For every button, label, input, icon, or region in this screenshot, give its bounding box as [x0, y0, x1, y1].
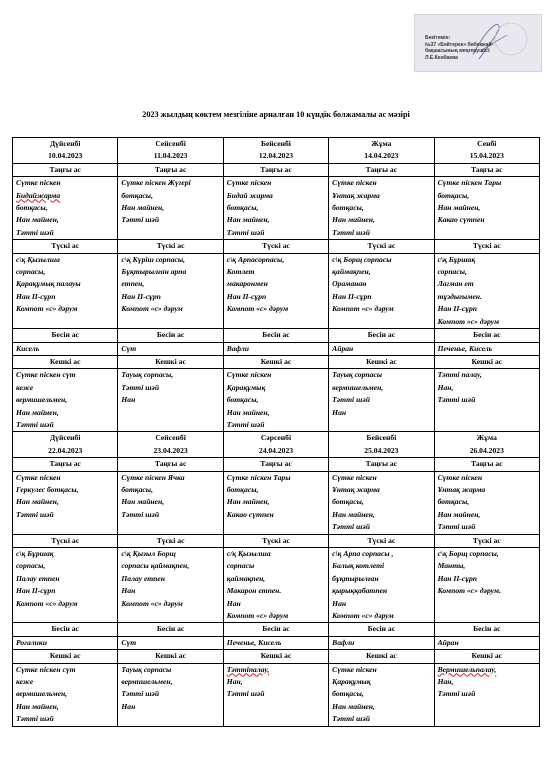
menu-item: Нан майнен,: [121, 203, 165, 213]
menu-item: Нан майнен,: [121, 497, 165, 507]
menu-item: Ораманан: [332, 279, 367, 289]
day-date: 15.04.2023: [469, 151, 504, 161]
page-title: 2023 жылдың көктем мезгіліне арналған 10 күндік болжамалы ас мәзірі: [142, 110, 410, 119]
menu-item: ботқасы,: [121, 190, 153, 200]
menu-item: ботқасы,: [16, 203, 48, 213]
meal-label: Бесін ас: [329, 623, 434, 636]
menu-item: ботқасы,: [437, 190, 470, 200]
day-name: Сенбі: [477, 139, 497, 148]
lunch-cell: [434, 253, 539, 328]
breakfast-content-row: [13, 471, 540, 534]
meal-label: Таңғы ас: [223, 163, 328, 176]
dinner-cell: [223, 369, 328, 432]
menu-item: с\қ Арпа сорпасы ,: [332, 549, 394, 558]
menu-item: Тәтті шәй: [437, 395, 476, 405]
menu-item: Тәтті шәй: [437, 689, 476, 699]
day-header: [329, 138, 434, 164]
menu-item: Сүтке піскен: [332, 178, 377, 188]
menu-item: Сүтке піскен Тары: [437, 178, 502, 188]
menu-item: Макарон етпен.: [226, 586, 282, 596]
menu-item: Тәтті шәй: [16, 419, 54, 429]
meal-label: Түскі ас: [118, 240, 223, 253]
menu-item: Нан,: [437, 382, 454, 392]
menu-item: Нан ІІ-сұрп: [437, 573, 478, 583]
dinner-cell: [434, 369, 539, 432]
meal-label: Кешкі ас: [13, 650, 118, 663]
menu-item: Тауық сорпасы: [332, 370, 383, 380]
menu-item: Тәтті шәй: [16, 509, 54, 519]
meal-label: Кешкі ас: [223, 650, 328, 663]
menu-item: Тауық сорпасы: [121, 664, 172, 674]
menu-item: Лагман ет: [437, 279, 474, 289]
lunch-cell: [13, 253, 118, 328]
day-header: [434, 432, 539, 458]
day-name: Дүйсенбі: [49, 433, 81, 443]
menu-item: Тәтті шәй: [121, 689, 160, 699]
menu-item: Компот «с» дәрум: [226, 611, 289, 621]
menu-item: Нан майнен,: [16, 215, 59, 225]
menu-item: Какао сүтпен: [437, 215, 485, 225]
menu-item: Тәтті шәй: [226, 227, 265, 237]
menu-item: Тәтті шәй: [16, 227, 54, 237]
meal-label: Түскі ас: [329, 240, 434, 253]
menu-item: Тәтті шәй: [121, 215, 160, 225]
dinner-label-row: [13, 650, 540, 663]
menu-item: Бидай жарма: [226, 190, 273, 200]
meal-label: Түскі ас: [13, 240, 118, 253]
lunch-content-row: [13, 548, 540, 623]
breakfast-cell: [223, 471, 328, 534]
snack-content-row: [13, 342, 540, 355]
menu-item: ботқасы,: [437, 497, 470, 507]
breakfast-cell: [223, 177, 328, 240]
menu-item: Нан майнен,: [332, 509, 375, 519]
menu-item: кеже: [16, 382, 34, 392]
meal-label: Бесін ас: [434, 329, 539, 342]
meal-label: Түскі ас: [223, 534, 328, 547]
meal-label: Бесін ас: [223, 329, 328, 342]
dinner-cell: [118, 369, 223, 432]
menu-item: кеже: [16, 677, 34, 687]
menu-item: Нан ІІ-сұрп: [16, 586, 56, 596]
menu-item: Компот «с» дәрум: [437, 316, 500, 326]
lunch-label-row: [13, 240, 540, 253]
dinner-cell: [223, 663, 328, 726]
menu-item: Манты,: [437, 561, 466, 571]
menu-item: Тәттіпалау,: [226, 664, 270, 674]
meal-label: Таңғы ас: [13, 458, 118, 471]
menu-item: ботқасы,: [226, 395, 259, 405]
snack-cell: Печенье, Кисель: [223, 636, 328, 649]
menu-item: вермишельмен,: [16, 689, 68, 699]
dinner-cell: [434, 663, 539, 726]
menu-item: Нан: [332, 407, 347, 417]
menu-item: Тәтті шәй: [332, 714, 370, 724]
meal-label: Таңғы ас: [118, 163, 223, 176]
menu-item: сорпасы қаймақпен,: [121, 561, 190, 571]
menu-item: Нан майнен,: [437, 203, 481, 213]
menu-item: вермишельмен,: [16, 395, 68, 405]
menu-item: Нан майнен,: [16, 701, 59, 711]
menu-item: Сүтке піскен сүт: [16, 370, 76, 380]
lunch-cell: [223, 548, 328, 623]
menu-item: Тәтті шәй: [332, 227, 370, 237]
snack-cell: Печенье, Кисель: [434, 342, 539, 355]
snack-cell: Вафли: [223, 342, 328, 355]
menu-item: Сүтке піскен Жүгері: [121, 178, 191, 188]
menu-item: қырыққабатпен: [332, 586, 388, 596]
dinner-cell: [329, 663, 434, 726]
breakfast-cell: [13, 471, 118, 534]
menu-item: Компот «с» дәрум: [16, 304, 78, 314]
menu-item: Нан майнен,: [226, 215, 270, 225]
day-header: [13, 138, 118, 164]
menu-item: с\қ Қызыл Борщ: [121, 549, 176, 558]
menu-item: Нан ІІ-сұрп: [437, 304, 478, 314]
menu-item: Нан: [226, 598, 241, 608]
menu-item: Палау етпен: [16, 573, 60, 583]
menu-item: Палау етпен: [121, 573, 165, 583]
day-date: 24.04.2023: [258, 445, 294, 455]
snack-cell: Сүт: [118, 342, 223, 355]
day-date: 14.04.2023: [364, 151, 399, 161]
menu-item: Қарақұмық палауы: [16, 279, 81, 289]
meal-label: Таңғы ас: [434, 458, 539, 471]
menu-item: Нан ІІ-сұрп: [332, 291, 372, 301]
day-name: Сейсенбі: [155, 139, 186, 148]
meal-label: Бесін ас: [118, 329, 223, 342]
menu-item: вермишельмен,: [121, 677, 173, 687]
menu-item: Тәтті шәй: [226, 419, 265, 429]
menu-item: Нан ІІ-сұрп: [121, 291, 161, 301]
menu-item: Ұнтақ жарма: [332, 484, 380, 494]
meal-label: Таңғы ас: [329, 458, 434, 471]
menu-item: Компот «с» дәрум: [332, 304, 394, 314]
stamp-line-2: бақшасының меңгерушісі:: [425, 48, 491, 54]
dinner-cell: [118, 663, 223, 726]
snack-cell: Вафли: [329, 636, 434, 649]
menu-table: [12, 137, 540, 727]
meal-label: Кешкі ас: [118, 355, 223, 368]
meal-label: Кешкі ас: [223, 355, 328, 368]
snack-cell: Кисель: [13, 342, 118, 355]
day-date: 23.04.2023: [153, 445, 188, 455]
breakfast-label-row: [13, 163, 540, 176]
menu-item: Тәтті шәй: [16, 714, 54, 724]
menu-item: с\қ Бұршақ: [16, 549, 54, 558]
menu-item: Нан,: [437, 677, 454, 687]
meal-label: Түскі ас: [434, 534, 539, 547]
meal-label: Таңғы ас: [223, 458, 328, 471]
menu-item: Компот «с» дәрум: [121, 598, 183, 608]
menu-item: Сүтке піскен Ячка: [121, 472, 185, 482]
meal-label: Бесін ас: [434, 623, 539, 636]
lunch-cell: [13, 548, 118, 623]
menu-item: Нан: [121, 395, 136, 405]
menu-item: Тәтті палау,: [437, 370, 482, 380]
menu-item: қаймақпен,: [226, 573, 266, 583]
day-name: Жұма: [371, 139, 392, 148]
menu-item: қаймақпен,: [332, 267, 371, 277]
menu-item: Бидайжарма: [16, 190, 61, 200]
dinner-content-row: [13, 663, 540, 726]
day-name: Бейсенбі: [366, 433, 397, 443]
breakfast-cell: [434, 471, 539, 534]
stamp-line-1: №37 «Бәйтерек» бөбекжай-: [425, 41, 494, 48]
meal-label: Түскі ас: [223, 240, 328, 253]
menu-item: Нан майнен,: [226, 407, 270, 417]
breakfast-content-row: [13, 177, 540, 240]
menu-item: Нан майнен,: [16, 497, 59, 507]
meal-label: Таңғы ас: [13, 163, 118, 176]
menu-item: с/қ Қызылша: [226, 549, 271, 558]
day-date: 22.04.2023: [48, 445, 83, 455]
menu-item: макаронмен: [226, 279, 268, 289]
breakfast-cell: [329, 471, 434, 534]
meal-label: Бесін ас: [13, 329, 118, 342]
snack-label-row: [13, 623, 540, 636]
meal-label: Кешкі ас: [118, 650, 223, 663]
day-date: 12.04.2023: [258, 151, 294, 161]
menu-item: Нан,: [226, 677, 243, 687]
breakfast-cell: [118, 177, 223, 240]
meal-label: Кешкі ас: [434, 355, 539, 368]
meal-label: Түскі ас: [118, 534, 223, 547]
menu-item: Сүтке піскен: [332, 472, 377, 482]
menu-item: Тәтті шәй: [121, 382, 160, 392]
menu-item: ботқасы,: [226, 484, 259, 494]
menu-item: Тәтті шәй: [226, 689, 265, 699]
snack-content-row: [13, 636, 540, 649]
meal-label: Таңғы ас: [434, 163, 539, 176]
menu-item: сорпасы,: [437, 267, 467, 277]
meal-label: Таңғы ас: [118, 458, 223, 471]
day-name: Жұма: [476, 433, 497, 443]
dinner-cell: [13, 369, 118, 432]
meal-label: Бесін ас: [223, 623, 328, 636]
day-date: 25.04.2023: [364, 445, 399, 455]
day-header: [118, 432, 223, 458]
meal-label: Кешкі ас: [13, 355, 118, 368]
menu-item: ботқасы,: [226, 203, 259, 213]
snack-cell: Айран: [434, 636, 539, 649]
menu-item: Нан майнен,: [437, 509, 481, 519]
meal-label: Бесін ас: [13, 623, 118, 636]
menu-item: Тәтті шәй: [332, 395, 370, 405]
menu-item: Сүтке піскен: [16, 472, 61, 482]
menu-item: Сүтке піскен: [226, 370, 272, 380]
stamp-line-3: Л.Е.Кенбаева: [425, 54, 458, 61]
day-header: [223, 432, 328, 458]
lunch-cell: [329, 548, 434, 623]
menu-item: Нан: [121, 586, 136, 596]
menu-item: бұқтырылған: [332, 573, 379, 583]
menu-item: Қарақұмық: [332, 677, 371, 687]
menu-item: Нан: [121, 701, 136, 711]
breakfast-label-row: [13, 458, 540, 471]
lunch-cell: [118, 253, 223, 328]
menu-item: ботқасы,: [121, 484, 153, 494]
menu-item: Сүтке піскен: [437, 472, 483, 482]
menu-item: Сүтке піскен: [226, 178, 272, 188]
menu-item: Нан майнен,: [332, 701, 375, 711]
menu-item: с\қ Қызылша: [16, 254, 60, 264]
lunch-cell: [118, 548, 223, 623]
menu-item: Компот «с» дәрум: [121, 304, 183, 314]
meal-label: Кешкі ас: [329, 650, 434, 663]
menu-item: ботқасы,: [332, 689, 364, 699]
menu-item: с\қ Бұршақ: [437, 254, 476, 264]
day-header: [223, 138, 328, 164]
menu-item: Сүтке піскен: [332, 664, 377, 674]
menu-item: Қарақұмық: [226, 382, 266, 392]
menu-item: вермишельмен,: [332, 382, 384, 392]
menu-item: с\қ Борщ сорпасы: [332, 254, 392, 264]
menu-item: сорпасы: [226, 561, 255, 571]
meal-label: Түскі ас: [13, 534, 118, 547]
menu-item: Нан ІІ-сұрп: [16, 291, 56, 301]
meal-label: Кешкі ас: [329, 355, 434, 368]
menu-item: Нан майнен,: [16, 407, 59, 417]
lunch-cell: [329, 253, 434, 328]
day-name: Дүйсенбі: [49, 139, 81, 148]
breakfast-cell: [434, 177, 539, 240]
menu-item: Ұнтақ жарма: [332, 190, 380, 200]
menu-item: сорпасы,: [16, 561, 46, 571]
snack-cell: Сүт: [118, 636, 223, 649]
meal-label: Түскі ас: [434, 240, 539, 253]
menu-item: Нан ІІ-сұрп: [226, 291, 267, 301]
menu-item: Нан майнен,: [332, 215, 375, 225]
menu-item: Бұқтырылған арпа: [121, 267, 187, 277]
menu-item: ботқасы,: [332, 497, 364, 507]
breakfast-cell: [118, 471, 223, 534]
snack-cell: Айран: [329, 342, 434, 355]
menu-item: Нан майнен,: [226, 497, 270, 507]
snack-cell: Рогалики: [13, 636, 118, 649]
day-date: 10.04.2023: [48, 151, 83, 161]
menu-item: Сүтке піскен Тары: [226, 472, 291, 482]
menu-item: Компот «с» дәрум.: [437, 586, 501, 596]
breakfast-cell: [13, 177, 118, 240]
menu-item: Тәтті шәй: [437, 522, 476, 532]
lunch-cell: [223, 253, 328, 328]
lunch-label-row: [13, 534, 540, 547]
day-name: Сәрсенбі: [260, 433, 292, 443]
dinner-cell: [329, 369, 434, 432]
day-header-row: [13, 138, 540, 164]
menu-item: Компот «с» дәрум: [332, 611, 394, 621]
day-name: Сейсенбі: [155, 433, 186, 443]
day-header-row: [13, 432, 540, 458]
menu-item: с\қ Арпасорпасы,: [226, 254, 285, 264]
menu-item: ботқасы,: [332, 203, 364, 213]
menu-item: Нан: [332, 598, 347, 608]
menu-item: с\қ Борщ сорпасы,: [437, 549, 499, 558]
menu-item: Компот «с» дәрум: [16, 598, 78, 608]
day-name: Бейсенбі: [261, 139, 291, 148]
menu-item: Вермишельпалау,: [437, 664, 497, 674]
day-date: 11.04.2023: [153, 151, 188, 161]
day-header: [13, 432, 118, 458]
lunch-cell: [434, 548, 539, 623]
menu-item: Тәтті шәй: [121, 509, 160, 519]
day-header: [434, 138, 539, 164]
menu-item: Сүтке піскен сүт: [16, 664, 76, 674]
meal-label: Таңғы ас: [329, 163, 434, 176]
meal-label: Бесін ас: [329, 329, 434, 342]
menu-item: Сүтке піскен: [16, 178, 61, 188]
menu-item: Котлет: [226, 267, 255, 277]
meal-label: Түскі ас: [329, 534, 434, 547]
dinner-label-row: [13, 355, 540, 368]
stamp-title: Бекітемін:: [425, 35, 451, 41]
meal-label: Бесін ас: [118, 623, 223, 636]
snack-label-row: [13, 329, 540, 342]
menu-item: Балық котлеті: [332, 561, 385, 571]
menu-item: Геркулес ботқасы,: [16, 484, 79, 494]
menu-item: Какао сүтпен: [226, 509, 274, 519]
menu-item: етпен,: [121, 279, 145, 289]
menu-item: Ұнтақ жарма: [437, 484, 486, 494]
menu-item: Компот «с» дәрум: [226, 304, 289, 314]
menu-item: Тауық сорпасы,: [121, 370, 174, 380]
menu-item: Тәтті шәй: [332, 522, 370, 532]
dinner-content-row: [13, 369, 540, 432]
day-date: 26.04.2023: [469, 445, 504, 455]
breakfast-cell: [329, 177, 434, 240]
menu-item: с\қ Күріш сорпасы,: [121, 254, 186, 264]
day-header: [329, 432, 434, 458]
day-header: [118, 138, 223, 164]
dinner-cell: [13, 663, 118, 726]
meal-label: Кешкі ас: [434, 650, 539, 663]
approval-stamp: [414, 14, 542, 72]
lunch-content-row: [13, 253, 540, 328]
menu-item: сорпасы,: [16, 267, 46, 277]
menu-item: тұздығымен.: [437, 291, 482, 301]
